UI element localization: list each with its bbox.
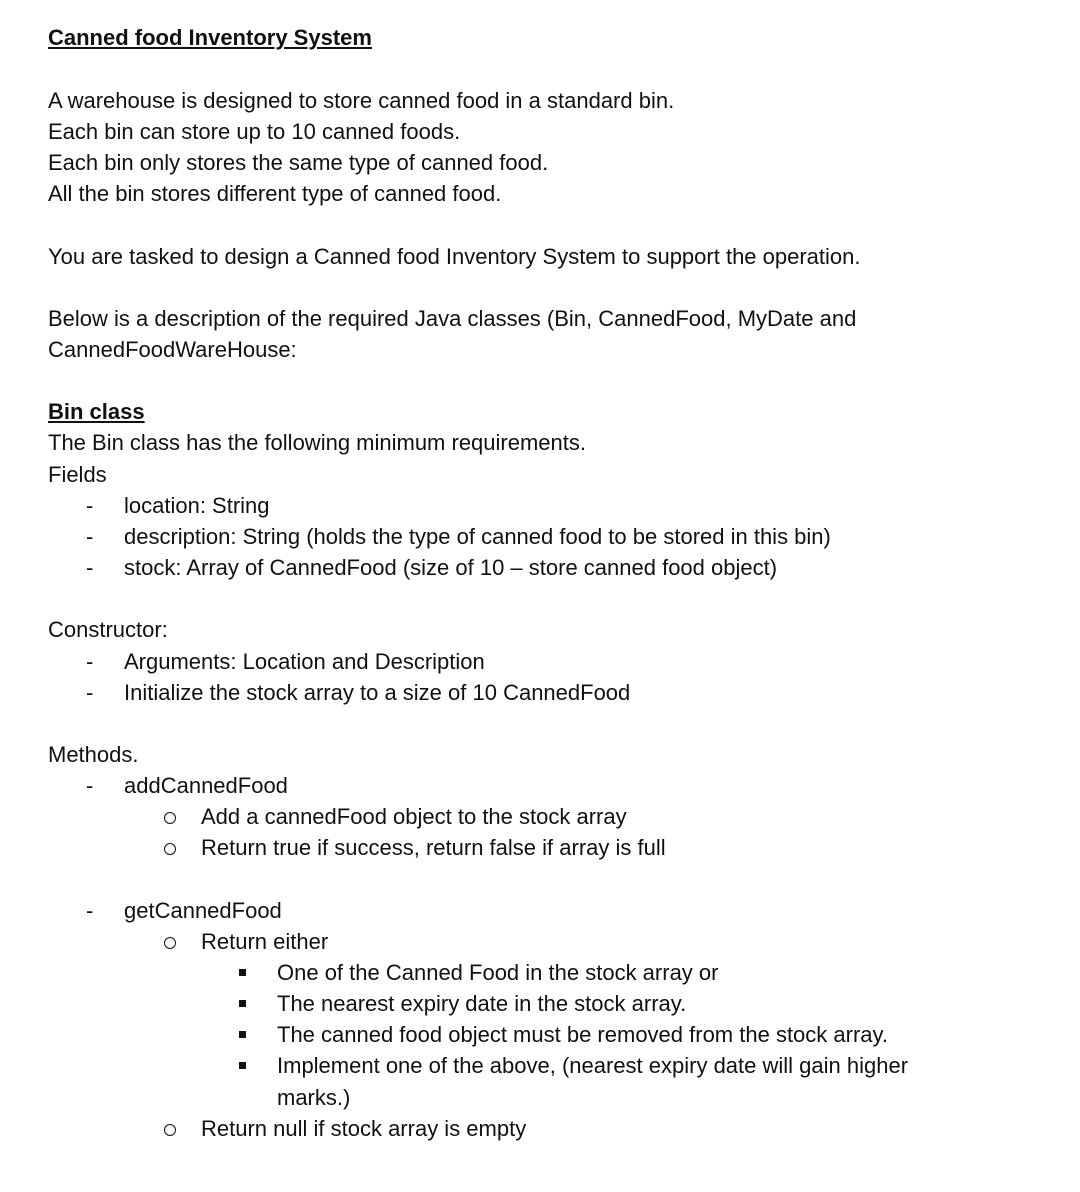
intro-line: A warehouse is designed to store canned food in a standard bin. <box>48 88 675 113</box>
dash-bullet: - <box>86 524 94 549</box>
dash-bullet: - <box>86 555 94 580</box>
fields-label: Fields <box>48 462 107 487</box>
method-sub-detail: The nearest expiry date in the stock array. <box>277 991 687 1016</box>
classes-description: Below is a description of the required Java classes (Bin, CannedFood, MyDate and <box>48 306 857 331</box>
methods-label: Methods. <box>48 742 139 767</box>
circle-bullet-icon <box>164 1124 176 1136</box>
intro-line: All the bin stores different type of canned food. <box>48 181 502 206</box>
method-sub-detail: Implement one of the above, (nearest expiry date will gain higher <box>277 1053 909 1078</box>
task-paragraph: You are tasked to design a Canned food Inventory System to support the operation. <box>48 244 861 269</box>
dash-bullet: - <box>86 493 94 518</box>
circle-bullet-icon <box>164 937 176 949</box>
square-bullet-icon <box>239 1000 246 1007</box>
dash-bullet: - <box>86 649 94 674</box>
method-sub-detail: One of the Canned Food in the stock array or <box>277 960 719 985</box>
dash-bullet: - <box>86 680 94 705</box>
method-detail: Return true if success, return false if array is full <box>201 835 666 860</box>
square-bullet-icon <box>239 1062 246 1069</box>
square-bullet-icon <box>239 969 246 976</box>
method-sub-detail: marks.) <box>277 1085 351 1110</box>
bin-class-subtitle: The Bin class has the following minimum requirements. <box>48 430 587 455</box>
method-detail: Return either <box>201 929 329 954</box>
circle-bullet-icon <box>164 812 176 824</box>
dash-bullet: - <box>86 773 94 798</box>
method-detail: Return null if stock array is empty <box>201 1116 527 1141</box>
method-detail: Add a cannedFood object to the stock array <box>201 804 627 829</box>
square-bullet-icon <box>239 1031 246 1038</box>
intro-line: Each bin can store up to 10 canned foods. <box>48 119 461 144</box>
constructor-label: Constructor: <box>48 617 168 642</box>
method-name: addCannedFood <box>124 773 288 798</box>
field-item: stock: Array of CannedFood (size of 10 – store canned food object) <box>124 555 778 580</box>
constructor-item: Arguments: Location and Description <box>124 649 485 674</box>
circle-bullet-icon <box>164 843 176 855</box>
page-title: Canned food Inventory System <box>48 25 372 50</box>
bin-class-heading: Bin class <box>48 399 145 424</box>
classes-description: CannedFoodWareHouse: <box>48 337 297 362</box>
method-sub-detail: The canned food object must be removed from the stock array. <box>277 1022 889 1047</box>
method-name: getCannedFood <box>124 898 282 923</box>
field-item: description: String (holds the type of canned food to be stored in this bin) <box>124 524 831 549</box>
intro-line: Each bin only stores the same type of canned food. <box>48 150 549 175</box>
dash-bullet: - <box>86 898 94 923</box>
constructor-item: Initialize the stock array to a size of 10 CannedFood <box>124 680 631 705</box>
field-item: location: String <box>124 493 270 518</box>
